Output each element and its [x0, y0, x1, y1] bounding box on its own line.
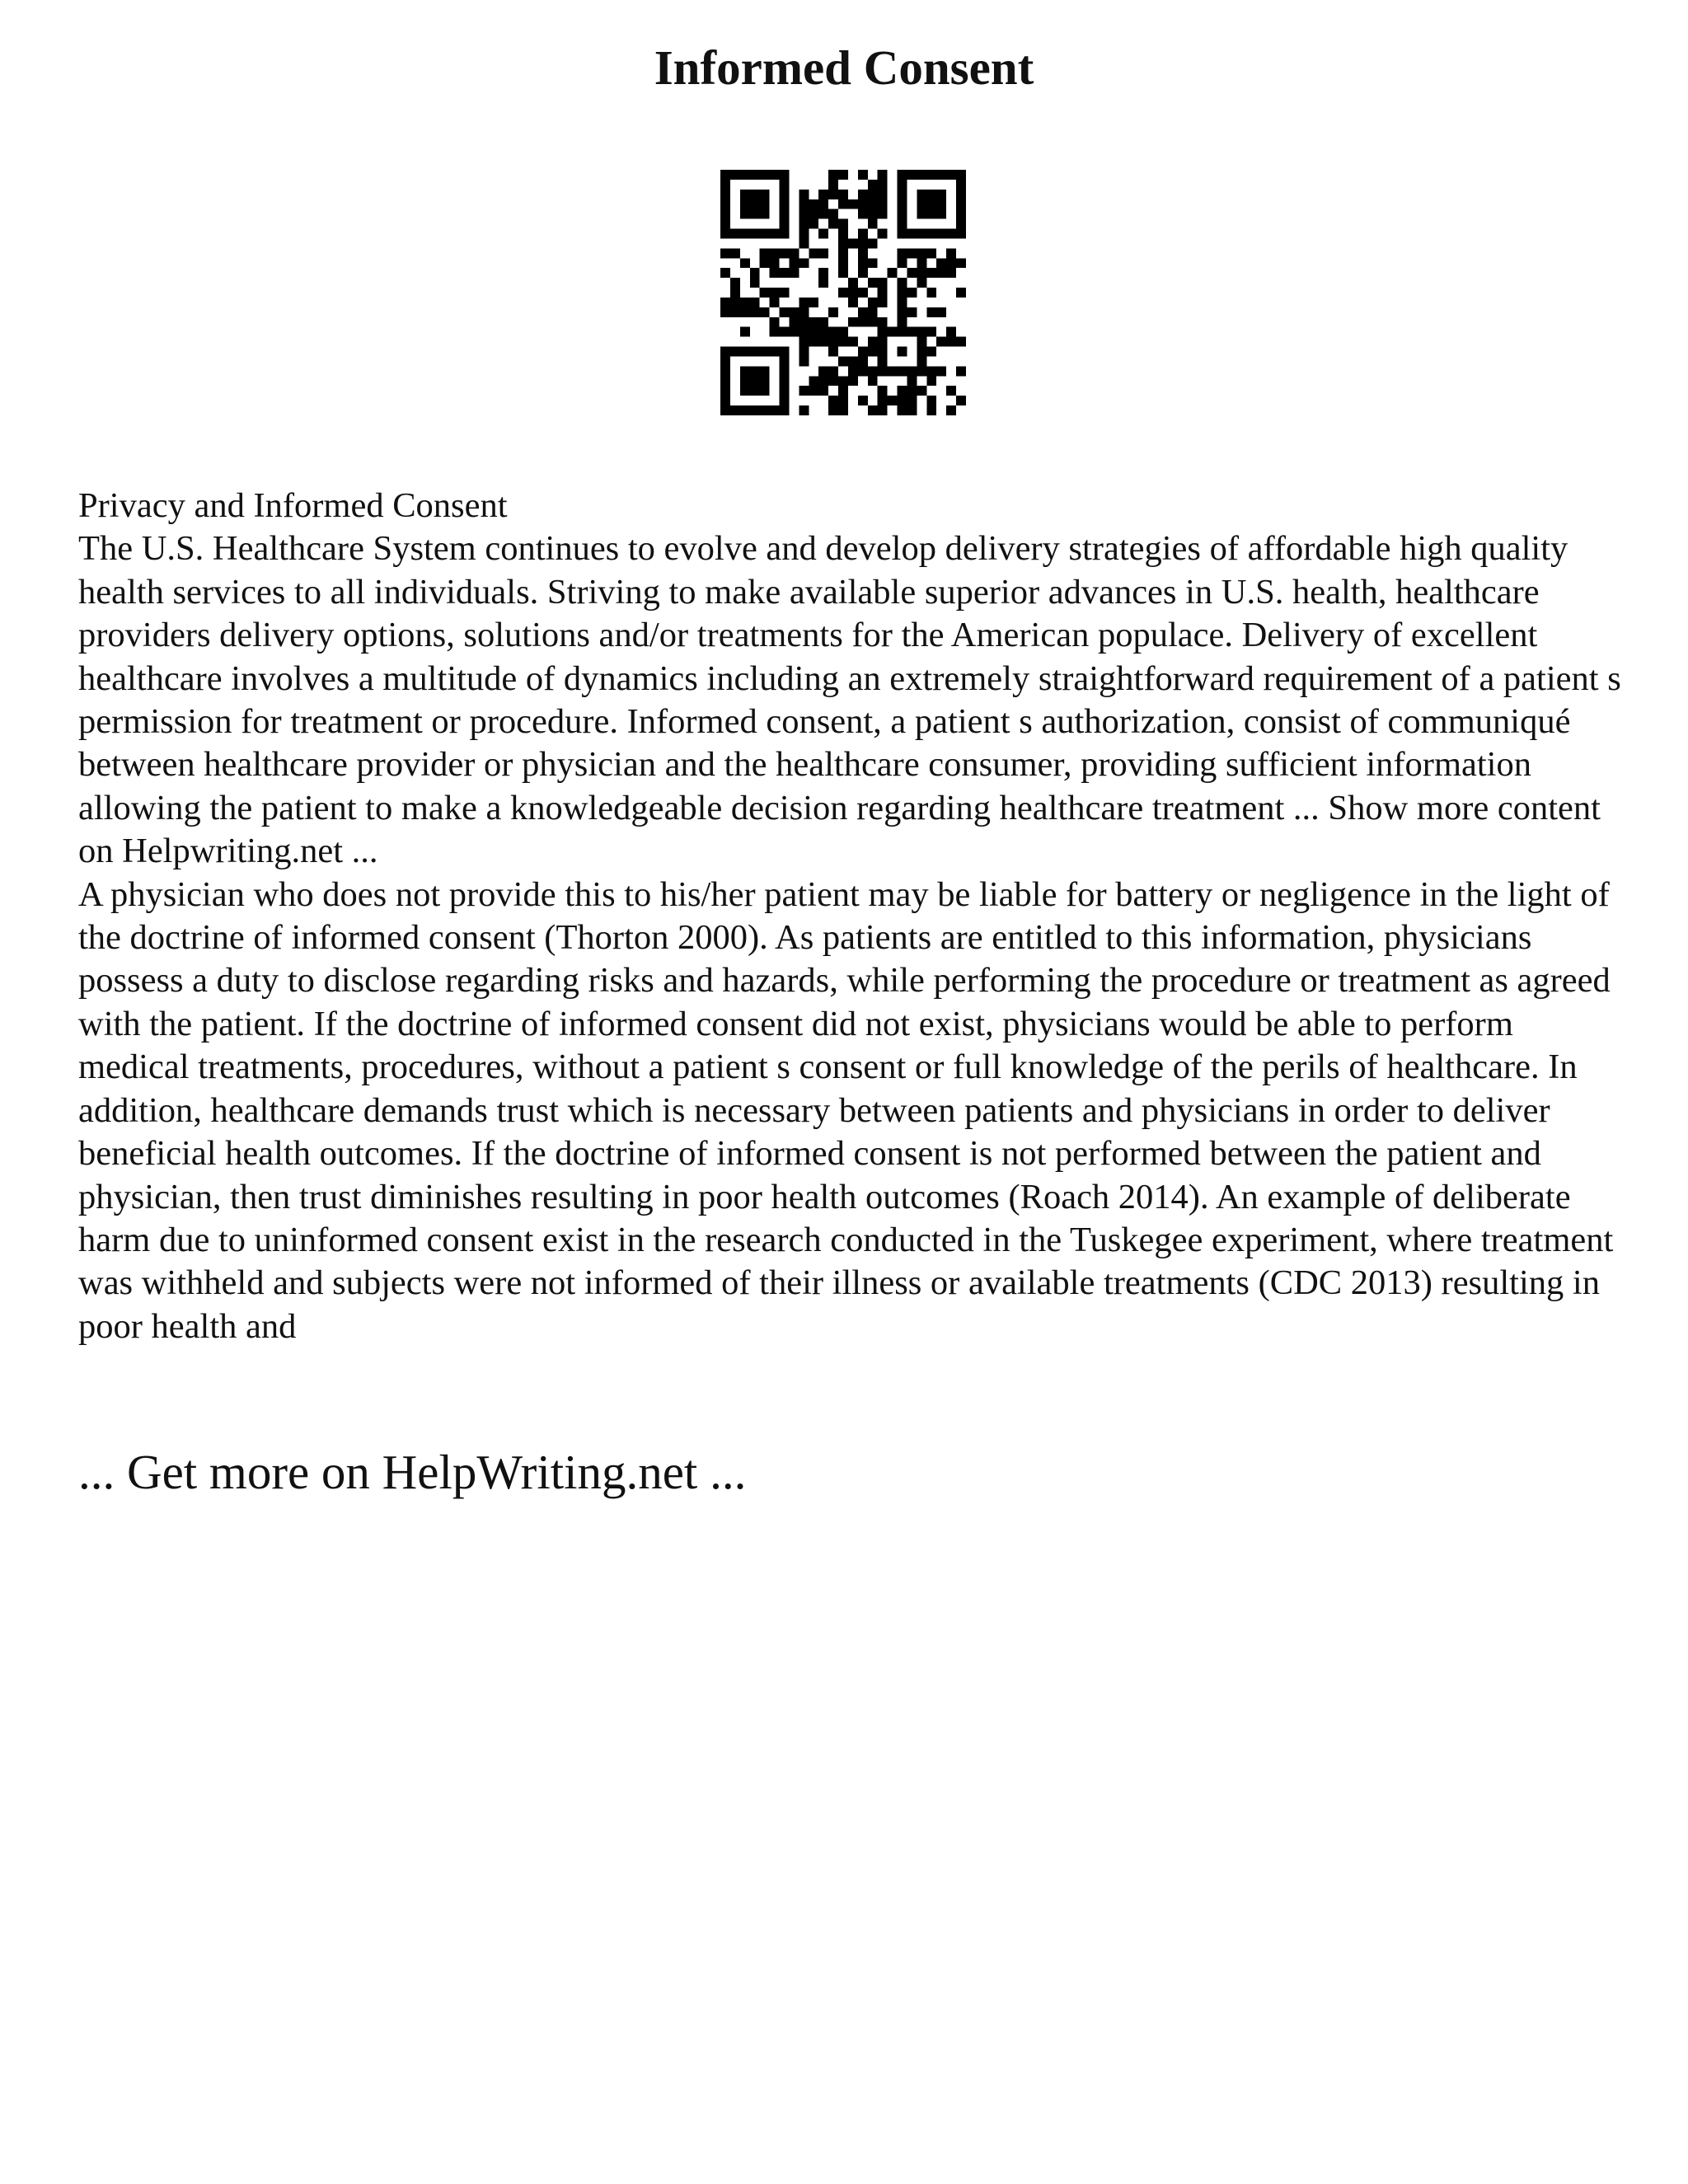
document-body	[78, 485, 1628, 1348]
document-title: Informed Consent	[654, 40, 1034, 95]
qr-code-icon	[720, 170, 966, 415]
section-heading: Privacy and Informed Consent	[78, 486, 508, 525]
get-more-link[interactable]: ... Get more on HelpWriting.net ...	[78, 1445, 747, 1499]
body-paragraph: The U.S. Healthcare System continues to evolve and develop delivery strategies of affordable high quality health services to all individuals. Striving to make available superior advances in U.S. health, healthcare providers delivery options, solutions and/or treatments for the American populace. Delivery of excellent healthcare involves a multitude of dynamics including an extremely straightforward requirement of a patient s permission for treatment or procedure. Informed consent, a patient s authorization, consist of communiqué between healthcare provider or physician and the healthcare consumer, providing sufficient information allowing the patient to make a knowledgeable decision regarding healthcare treatment ... Show more content on Helpwriting.net ...	[78, 529, 1621, 871]
qr-code-graphic	[720, 170, 966, 415]
body-paragraph: A physician who does not provide this to his/her patient may be liable for battery or negligence in the light of the doctrine of informed consent (Thorton 2000). As patients are entitled to this information, physicians possess a duty to disclose regarding risks and hazards, while performing the procedure or treatment as agreed with the patient. If the doctrine of informed consent did not exist, physicians would be able to perform medical treatments, procedures, without a patient s consent or full knowledge of the perils of healthcare. In addition, healthcare demands trust which is necessary between patients and physicians in order to deliver beneficial health outcomes. If the doctrine of informed consent is not performed between the patient and physician, then trust diminishes resulting in poor health outcomes (Roach 2014). An example of deliberate harm due to uninformed consent exist in the research conducted in the Tuskegee experiment, where treatment was withheld and subjects were not informed of their illness or available treatments (CDC 2013) resulting in poor health and	[78, 874, 1614, 1346]
